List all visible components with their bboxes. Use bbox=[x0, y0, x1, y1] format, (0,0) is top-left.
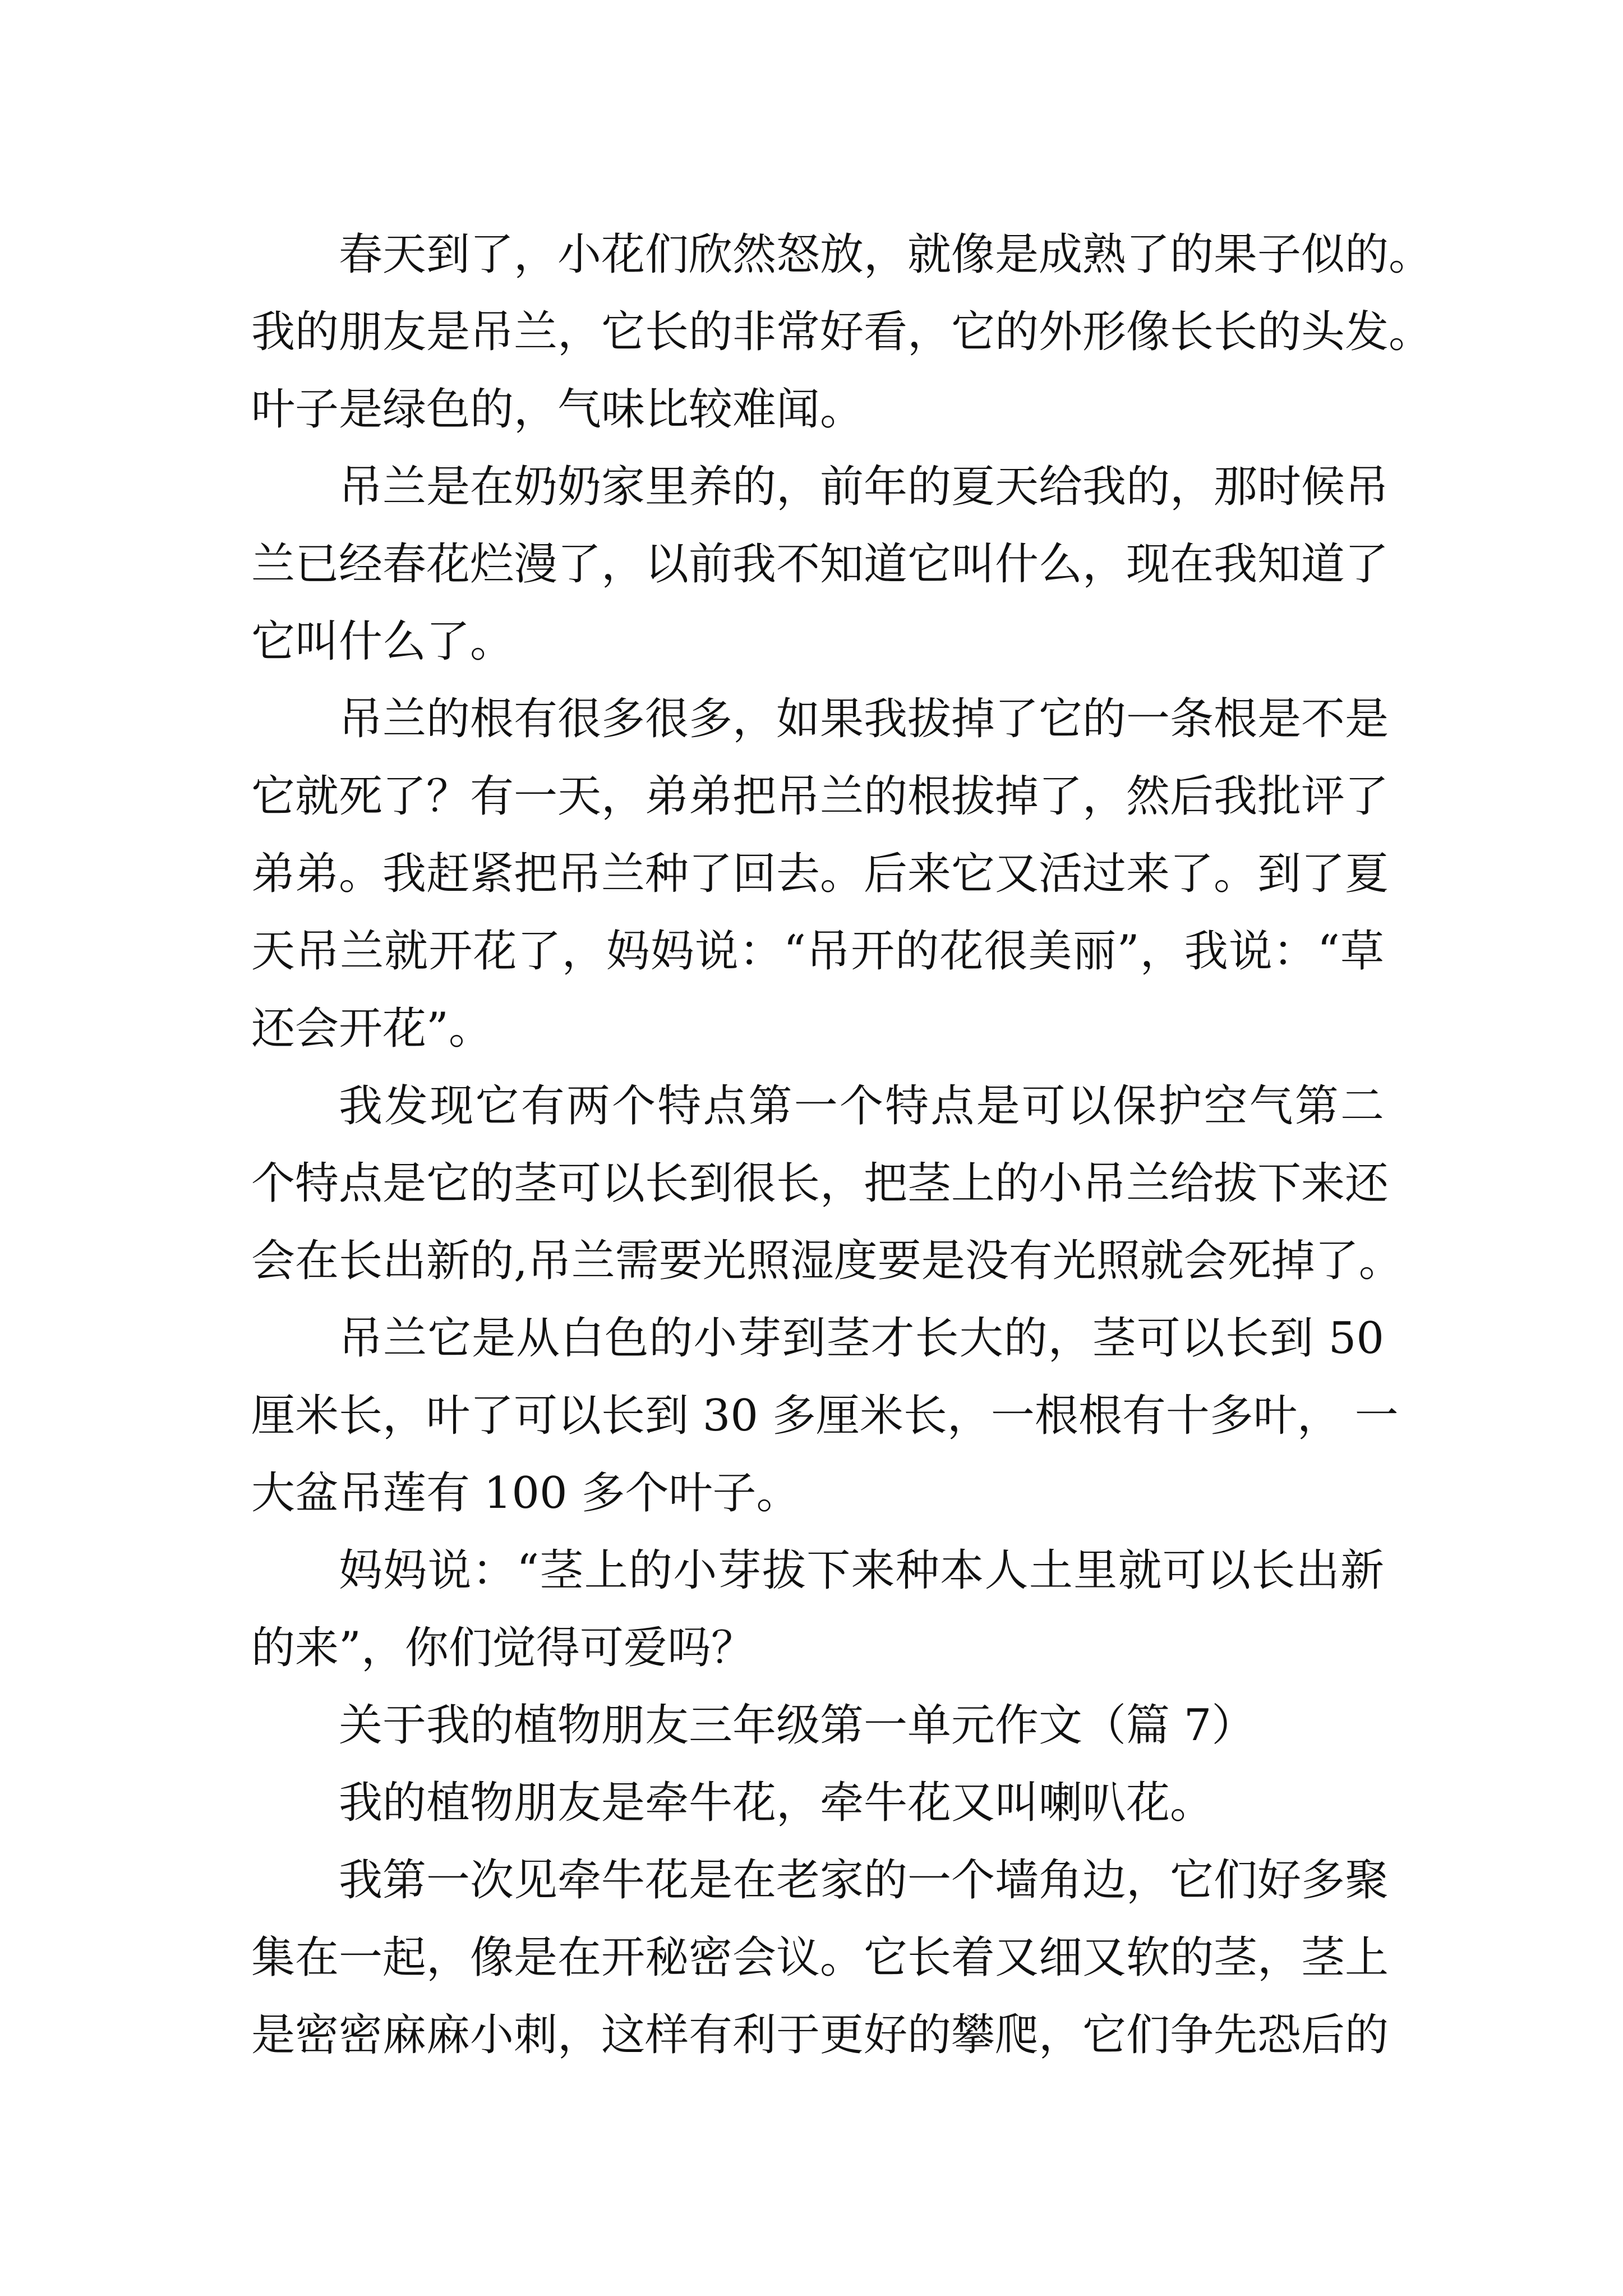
paragraph-3-line-5: 还会开花”。 bbox=[251, 1004, 492, 1054]
paragraph-6-line-2: 的来”，你们觉得可爱吗？ bbox=[251, 1623, 755, 1673]
paragraph-5-line-3: 大盆吊莲有 100 多个叶子。 bbox=[251, 1468, 800, 1519]
paragraph-5-line-1: 吊兰它是从白色的小芽到茎才长大的，茎可以长到 50 bbox=[339, 1313, 1384, 1364]
essay-body bbox=[251, 216, 1433, 2074]
paragraph-8-line-2: 集在一起，像是在开秘密会议。它长着又细又软的茎，茎上 bbox=[251, 1932, 1389, 1983]
paragraph-8-line-3: 是密密麻麻小刺，这样有利于更好的攀爬，它们争先恐后的 bbox=[251, 2010, 1389, 2060]
paragraph-2-line-2: 兰已经春花烂漫了，以前我不知道它叫什么，现在我知道了 bbox=[251, 539, 1389, 590]
paragraph-2-line-3: 它叫什么了。 bbox=[251, 616, 514, 667]
paragraph-1-line-2: 我的朋友是吊兰，它长的非常好看，它的外形像长长的头发。 bbox=[251, 307, 1433, 357]
paragraph-6-line-1: 妈妈说：“茎上的小芽拔下来种本人土里就可以长出新 bbox=[339, 1545, 1384, 1596]
paragraph-7-line-1: 我的植物朋友是牵牛花，牵牛花又叫喇叭花。 bbox=[339, 1778, 1214, 1828]
paragraph-3-line-4: 天吊兰就开花了，妈妈说：“吊开的花很美丽”，我说：“草 bbox=[251, 926, 1384, 977]
paragraph-3-line-3: 弟弟。我赶紧把吊兰种了回去。后来它又活过来了。到了夏 bbox=[251, 849, 1389, 899]
paragraph-4-line-3: 会在长出新的,吊兰需要光照湿度要是没有光照就会死掉了。 bbox=[251, 1236, 1403, 1286]
paragraph-1-line-1: 春天到了，小花们欣然怒放，就像是成熟了的果子似的。 bbox=[339, 229, 1433, 280]
paragraph-4-line-2: 个特点是它的茎可以长到很长，把茎上的小吊兰给拔下来还 bbox=[251, 1158, 1389, 1209]
paragraph-2-line-1: 吊兰是在奶奶家里养的，前年的夏天给我的，那时候吊 bbox=[339, 462, 1389, 512]
paragraph-8-line-1: 我第一次见牵牛花是在老家的一个墙角边，它们好多聚 bbox=[339, 1855, 1389, 1906]
paragraph-5-line-2: 厘米长，叶了可以长到 30 多厘米长，一根根有十多叶， 一 bbox=[251, 1391, 1399, 1441]
section-heading: 关于我的植物朋友三年级第一单元作文（篇 7） bbox=[339, 1700, 1256, 1751]
paragraph-4-line-1: 我发现它有两个特点第一个特点是可以保护空气第二 bbox=[339, 1081, 1384, 1131]
paragraph-1-line-3: 叶子是绿色的，气味比较难闻。 bbox=[251, 384, 864, 435]
paragraph-3-line-1: 吊兰的根有很多很多，如果我拔掉了它的一条根是不是 bbox=[339, 694, 1389, 744]
paragraph-3-line-2: 它就死了？有一天，弟弟把吊兰的根拔掉了，然后我批评了 bbox=[251, 771, 1389, 822]
